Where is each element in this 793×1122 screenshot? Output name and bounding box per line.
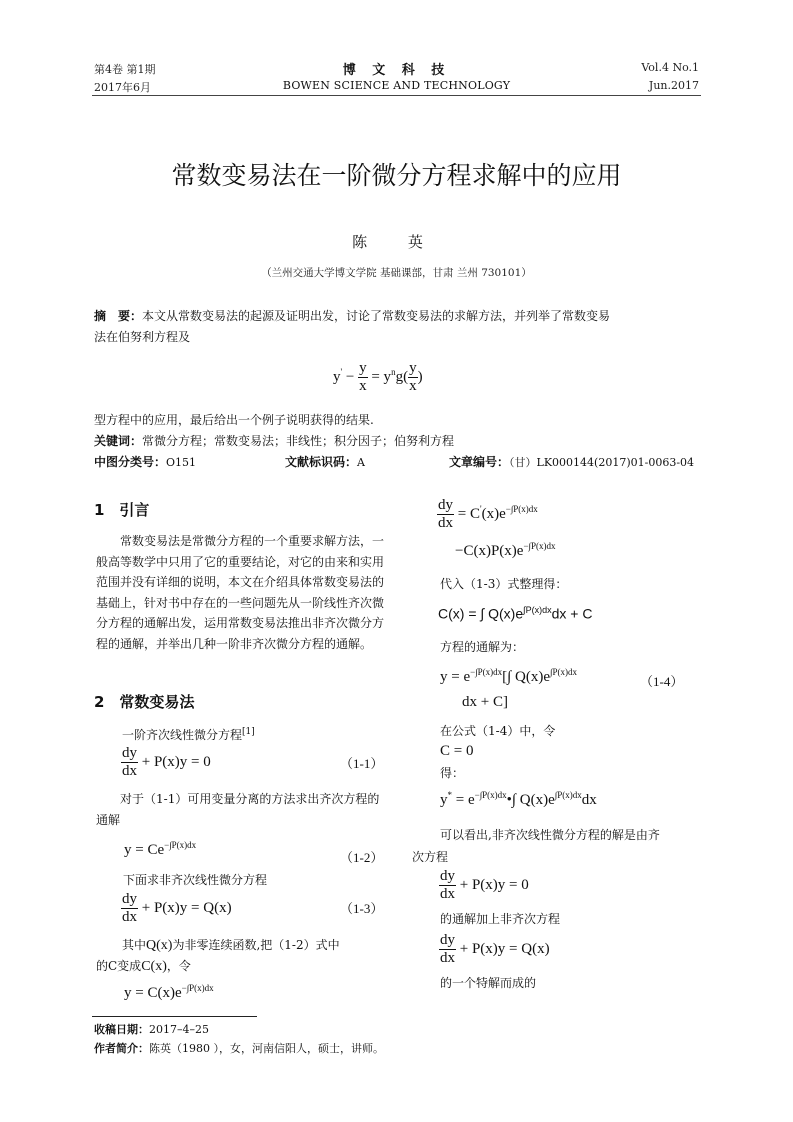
section-2-paragraph-3: 下面求非齐次线性微分方程 bbox=[123, 873, 268, 887]
section-2-paragraph-2: 对于（1-1）可用变量分离的方法求出齐次方程的通解 bbox=[96, 792, 380, 827]
section-2-title: 2 常数变易法 bbox=[94, 693, 195, 711]
substitute-text: 代入（1-3）式整理得： bbox=[440, 577, 568, 591]
journal-name-english: BOWEN SCIENCE AND TECHNOLOGY bbox=[282, 79, 511, 92]
c-equals-zero: C = 0 bbox=[440, 743, 474, 759]
received-label: 收稿日期： bbox=[94, 1023, 149, 1036]
equation-1-4-number: （1-4） bbox=[640, 674, 684, 689]
get-text: 得： bbox=[440, 766, 465, 780]
keywords-label: 关键词： bbox=[94, 434, 143, 448]
footnote-rule bbox=[92, 1016, 257, 1017]
abstract-line-1 bbox=[94, 307, 610, 326]
observation-line-2: 次方程 bbox=[412, 850, 449, 864]
clc-label: 中图分类号： bbox=[94, 455, 167, 469]
equation-1-2: $y = Ce^{-\int P(x)dx}$ bbox=[124, 840, 197, 858]
keywords: 常微分方程；常数变易法；非线性；积分因子；伯努利方程 bbox=[142, 434, 455, 448]
general-solution-text: 方程的通解为： bbox=[440, 640, 525, 654]
derivative-equation-2: $-C(x)P(x)e^{-\int P(x)dx}$ bbox=[455, 541, 556, 559]
equation-1-4-line-1: $y = e^{-\int P(x)dx}[\int$ $Q(x)e^{\int P(x)dx}$ bbox=[440, 667, 577, 685]
received-line bbox=[94, 1020, 209, 1039]
p4-text-d: ，令 bbox=[166, 959, 191, 973]
affiliation: （兰州交通大学博文学院 基础课部，甘肃 兰州 730101） bbox=[261, 267, 532, 279]
author-bio-label: 作者简介： bbox=[94, 1042, 149, 1055]
author: 陈 英 bbox=[352, 233, 441, 251]
section-2-intro-text: 一阶齐次线性微分方程 bbox=[122, 728, 243, 742]
author-bio-line bbox=[94, 1039, 384, 1058]
nonhomogeneous-equation: $\frac{dy}{dx}$ + P(x)y = Q(x) bbox=[440, 932, 550, 966]
q-of-x: Q(x) bbox=[146, 938, 173, 953]
author-bio: 陈英（1980 ），女，河南信阳人，硕士，讲师。 bbox=[149, 1042, 384, 1055]
publication-date-english: Jun.2017 bbox=[648, 79, 699, 92]
received-date: 2017–4–25 bbox=[149, 1023, 209, 1036]
section-1-paragraph: 常数变易法是常微分方程的一个重要求解方法，一般高等数学中只用了它的重要结论，对它的由来和实用范围并没有详细的说明，本文在介绍具体常数变易法的基础上，针对书中存在的一些问题先从一阶线性齐次微分方程的通解出发，运用常数变易法推出非齐次微分方程的通解，并举出几种一阶非齐次微分方程的通解。 bbox=[96, 534, 385, 651]
p4-text-a: 其中 bbox=[122, 938, 147, 952]
abstract-label: 摘 要： bbox=[94, 309, 143, 323]
variation-substitution: $y = C(x)e^{-\int P(x)dx}$ bbox=[124, 983, 214, 1001]
section-1-title: 1 引言 bbox=[94, 501, 150, 519]
derivative-equation-1: $\frac{dy}{dx}$ = $C'(x)e^{-\int P(x)dx}$ bbox=[438, 497, 538, 531]
equation-1-1: $\frac{dy}{dx}$ + P(x)y = 0 bbox=[122, 745, 211, 779]
keywords-line bbox=[94, 432, 454, 451]
article-number: （甘）LK000144(2017)01-0063-04 bbox=[509, 456, 695, 469]
p4-text-b: 为非零连续函数,把（1-2）式中 bbox=[172, 938, 340, 952]
homogeneous-equation: $\frac{dy}{dx}$ + P(x)y = 0 bbox=[440, 868, 529, 902]
citation-1: [1] bbox=[242, 727, 255, 737]
abstract-text-3: 型方程中的应用，最后给出一个例子说明获得的结果. bbox=[94, 413, 374, 427]
observation-line-1: 可以看出,非齐次线性微分方程的解是由齐 bbox=[440, 828, 660, 842]
c-of-x: C(x) bbox=[141, 959, 167, 974]
equation-1-2-number: （1-2） bbox=[340, 850, 384, 865]
clc-number: O151 bbox=[166, 456, 197, 469]
doc-code-label: 文献标识码： bbox=[285, 455, 358, 469]
particular-solution: $y^* = e^{-\int P(x)dx}•\int$ $Q(x)e^{\int P(x)dx}dx$ bbox=[440, 790, 597, 808]
equation-1-1-number: （1-1） bbox=[340, 756, 384, 771]
article-number-label: 文章编号： bbox=[449, 455, 510, 469]
journal-name: 博 文 科 技 bbox=[342, 63, 451, 78]
abstract-text-1: 本文从常数变易法的起源及证明出发，讨论了常数变易法的求解方法，并列举了常数变易 bbox=[142, 309, 611, 323]
header-rule bbox=[92, 95, 701, 96]
let-text: 在公式（1-4）中，令 bbox=[440, 724, 556, 738]
plus-text: 的通解加上非齐次方程 bbox=[440, 912, 561, 926]
section-2-intro bbox=[122, 723, 255, 745]
publication-date: 2017年6月 bbox=[94, 81, 151, 94]
c-of-x-solution: C(x) = ∫ $Q(x)e^{\int P(x)dx}dx + C$ bbox=[438, 605, 593, 622]
section-2-paragraph-4a bbox=[122, 936, 340, 955]
equation-1-4-line-2: dx + C] bbox=[462, 694, 508, 710]
section-2-paragraph-4b bbox=[96, 957, 191, 976]
abstract-equation: y' − $\frac{y}{x}$ = $y^ng$( $\frac{y}{x}$ ) bbox=[333, 360, 423, 394]
p4-text-c: 的C变成 bbox=[96, 959, 142, 973]
equation-1-3: $\frac{dy}{dx}$ + P(x)y = Q(x) bbox=[122, 891, 232, 925]
volume-issue-english: Vol.4 No.1 bbox=[641, 61, 699, 74]
equation-1-3-number: （1-3） bbox=[340, 901, 384, 916]
particular-text: 的一个特解而成的 bbox=[440, 976, 537, 990]
article-number-line bbox=[449, 453, 694, 472]
volume-issue: 第4卷 第1期 bbox=[94, 63, 156, 76]
doc-code: A bbox=[357, 456, 365, 469]
doc-code-line bbox=[285, 453, 365, 472]
clc-line bbox=[94, 453, 196, 472]
abstract-text-2: 法在伯努利方程及 bbox=[94, 330, 191, 344]
article-title: 常数变易法在一阶微分方程求解中的应用 bbox=[171, 161, 622, 190]
